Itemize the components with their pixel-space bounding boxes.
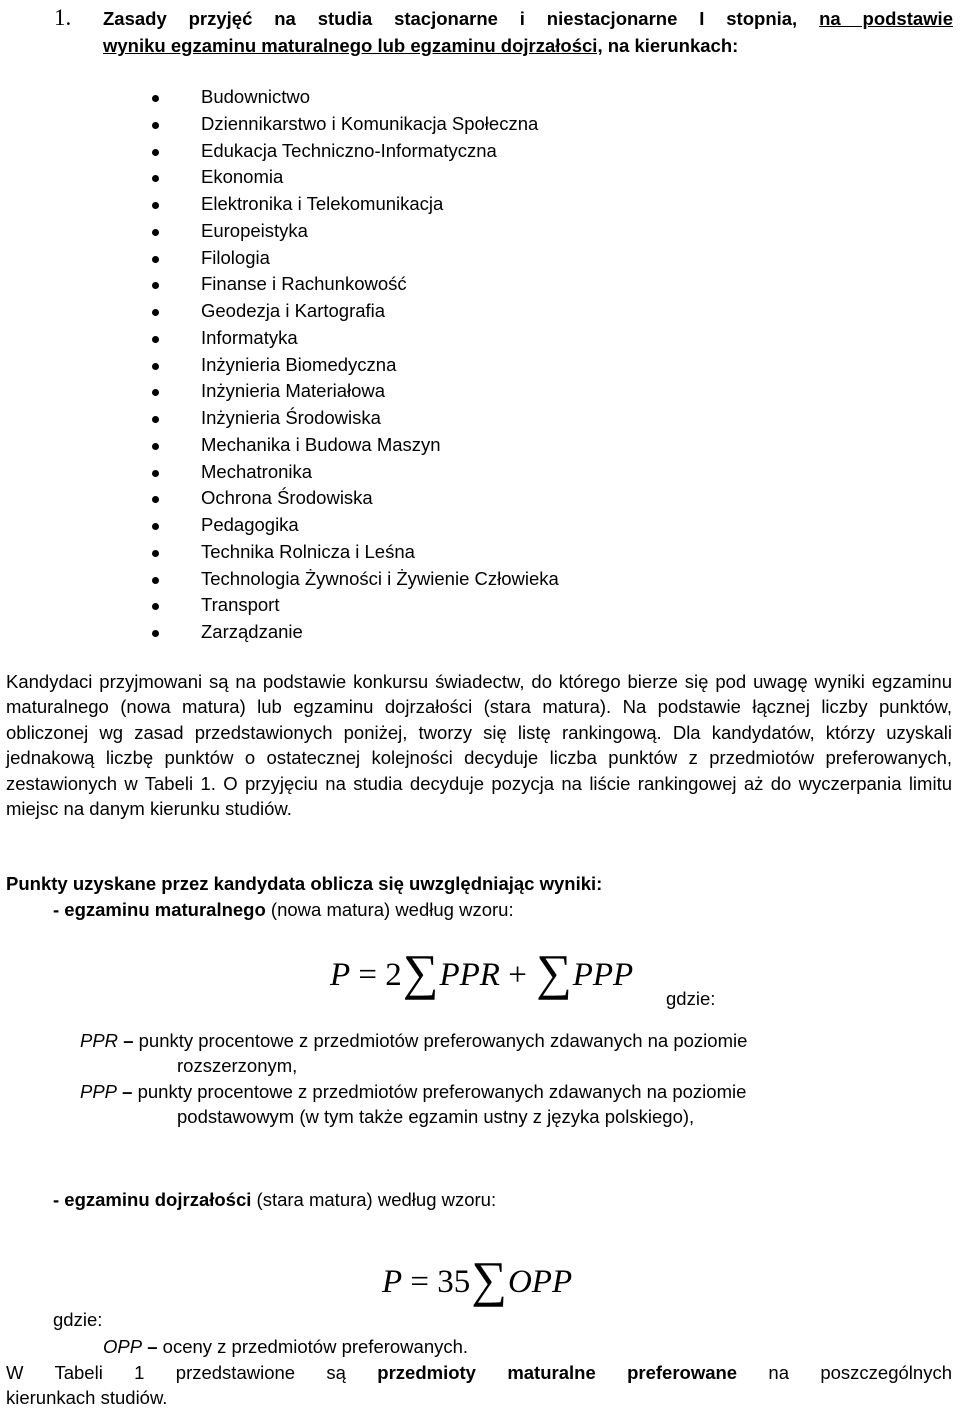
final-note-line-1 (6, 1360, 952, 1385)
bullet-icon (152, 95, 159, 102)
formula-old-matura (382, 1251, 573, 1307)
heading-number: 1. (54, 5, 72, 30)
program-name: Ochrona Środowiska (201, 487, 373, 509)
program-name: Pedagogika (201, 514, 299, 535)
program-name: Elektronika i Telekomunikacja (201, 193, 444, 214)
formula-coefficient: 35 (437, 1264, 471, 1300)
old-exam-subheading (53, 1187, 496, 1214)
bullet-icon (152, 122, 159, 129)
formula-plus: + (508, 957, 527, 993)
definition-dash: – (122, 1081, 133, 1102)
bullet-icon (152, 630, 159, 637)
bullet-icon (152, 577, 159, 584)
definition-text: oceny z przedmiotów preferowanych. (157, 1336, 469, 1357)
definition-continuation: podstawowym (w tym także egzamin ustny z języka polskiego), (177, 1106, 695, 1127)
bullet-icon (152, 363, 159, 370)
definition-ppr (80, 1028, 880, 1076)
program-name: Informatyka (201, 326, 298, 348)
sigma-icon: ∑ (471, 1251, 507, 1307)
program-name: Technologia Żywności i Żywienie Człowieka (201, 567, 559, 589)
program-name: Mechanika i Budowa Maszyn (201, 433, 441, 455)
definition-dash: – (147, 1336, 158, 1357)
bullet-icon (152, 282, 159, 289)
program-name: Europeistyka (201, 219, 308, 241)
formula-equals: = (358, 957, 378, 993)
program-name: Dziennikarstwo i Komunikacja Społeczna (201, 112, 539, 134)
gdzie-label: gdzie: (666, 988, 716, 1009)
program-name: Mechatronika (201, 460, 313, 482)
sigma-icon: ∑ (536, 944, 572, 1000)
bullet-icon (152, 336, 159, 343)
final-text-a: W Tabeli 1 przedstawione są (6, 1362, 378, 1383)
formula-new-matura (330, 944, 634, 1000)
definition-term: PPP (80, 1081, 118, 1102)
program-name: Technika Rolnicza i Leśna (201, 540, 415, 562)
definition-term: OPP (103, 1336, 143, 1357)
new-exam-bold: - egzaminu maturalnego (53, 899, 266, 920)
bullet-icon (152, 416, 159, 423)
program-name: Inżynieria Materiałowa (201, 380, 386, 402)
heading-underlined-text: na podstawie (819, 8, 953, 29)
bullet-icon (152, 229, 159, 236)
formula-lhs: P (382, 1264, 403, 1300)
formula-term-ppr: PPR (439, 957, 500, 993)
bullet-icon (152, 389, 159, 396)
program-name: Ekonomia (201, 166, 284, 188)
program-name: Inżynieria Środowiska (201, 407, 381, 428)
formula-term-opp: OPP (507, 1264, 573, 1300)
definition-opp (103, 1334, 468, 1361)
heading-text: Zasady przyjęć na studia stacjonarne i niestacjonarne I stopnia, (103, 8, 798, 29)
final-bold: przedmioty maturalne preferowane (377, 1362, 738, 1383)
gdzie-label-2: gdzie: (53, 1309, 103, 1330)
definition-ppp (80, 1079, 880, 1127)
bullet-icon (152, 496, 159, 503)
bullet-icon (152, 550, 159, 557)
bullet-icon (152, 309, 159, 316)
bullet-icon (152, 202, 159, 209)
definition-dash: – (123, 1030, 134, 1051)
formula-coefficient: 2 (385, 957, 402, 993)
formula-equals: = (410, 1264, 430, 1300)
new-exam-subheading (53, 897, 514, 924)
bullet-icon (152, 523, 159, 530)
final-note (6, 1360, 952, 1411)
heading-line-1 (103, 6, 953, 33)
points-section-title: Punkty uzyskane przez kandydata oblicza się uwzględniając wyniki: (6, 873, 603, 894)
old-exam-rest: (stara matura) według wzoru: (251, 1189, 497, 1210)
bullet-icon (152, 470, 159, 477)
heading-underlined-text-2: wyniku egzaminu maturalnego lub egzaminu dojrzałości, (103, 35, 603, 56)
bullet-icon (152, 256, 159, 263)
program-name: Filologia (201, 246, 270, 268)
bullet-icon (152, 443, 159, 450)
definition-continuation: rozszerzonym, (177, 1055, 298, 1076)
program-name: Transport (201, 594, 280, 616)
formula-term-ppp: PPP (572, 957, 634, 993)
definition-text: punkty procentowe z przedmiotów preferowanych zdawanych na poziomie (132, 1081, 747, 1102)
program-name: Zarządzanie (201, 621, 303, 642)
program-name: Inżynieria Biomedyczna (201, 353, 397, 375)
new-exam-rest: (nowa matura) według wzoru: (265, 899, 514, 920)
program-name: Finanse i Rachunkowość (201, 273, 407, 295)
sigma-icon: ∑ (402, 944, 439, 1000)
program-name: Budownictwo (201, 86, 311, 107)
definition-term: PPR (80, 1030, 119, 1051)
definition-text: punkty procentowe z przedmiotów preferowanych zdawanych na poziomie (133, 1030, 748, 1051)
final-text-c: na poszczególnych (737, 1362, 952, 1383)
bullet-icon (152, 149, 159, 156)
heading-line-2 (103, 33, 738, 60)
program-name: Geodezja i Kartografia (201, 300, 386, 321)
admission-paragraph: Kandydaci przyjmowani są na podstawie konkursu świadectw, do którego bierze się pod uwagę wyniki egzaminu maturalnego (nowa matura) lub egzaminu dojrzałości (stara matura). Na podstawie łącznej liczby punktów, obliczonej wg zasad przedstawionych poniżej, tworzy się listę rankingową. Dla kandydatów, którzy uzyskali jednakową liczbę punktów o ostatecznej kolejności decyduje liczba punktów z przedmiotów preferowanych, zestawionych w Tabeli 1. O przyjęciu na studia decyduje pozycja na liście rankingowej aż do wyczerpania limitu miejsc na danym kierunku studiów. (6, 671, 952, 820)
program-name: Edukacja Techniczno-Informatyczna (201, 139, 497, 161)
formula-lhs: P (330, 957, 351, 993)
bullet-icon (152, 175, 159, 182)
final-note-line-2: kierunkach studiów. (6, 1387, 168, 1409)
bullet-icon (152, 603, 159, 610)
heading-tail: na kierunkach: (602, 35, 739, 56)
old-exam-bold: - egzaminu dojrzałości (53, 1189, 252, 1210)
